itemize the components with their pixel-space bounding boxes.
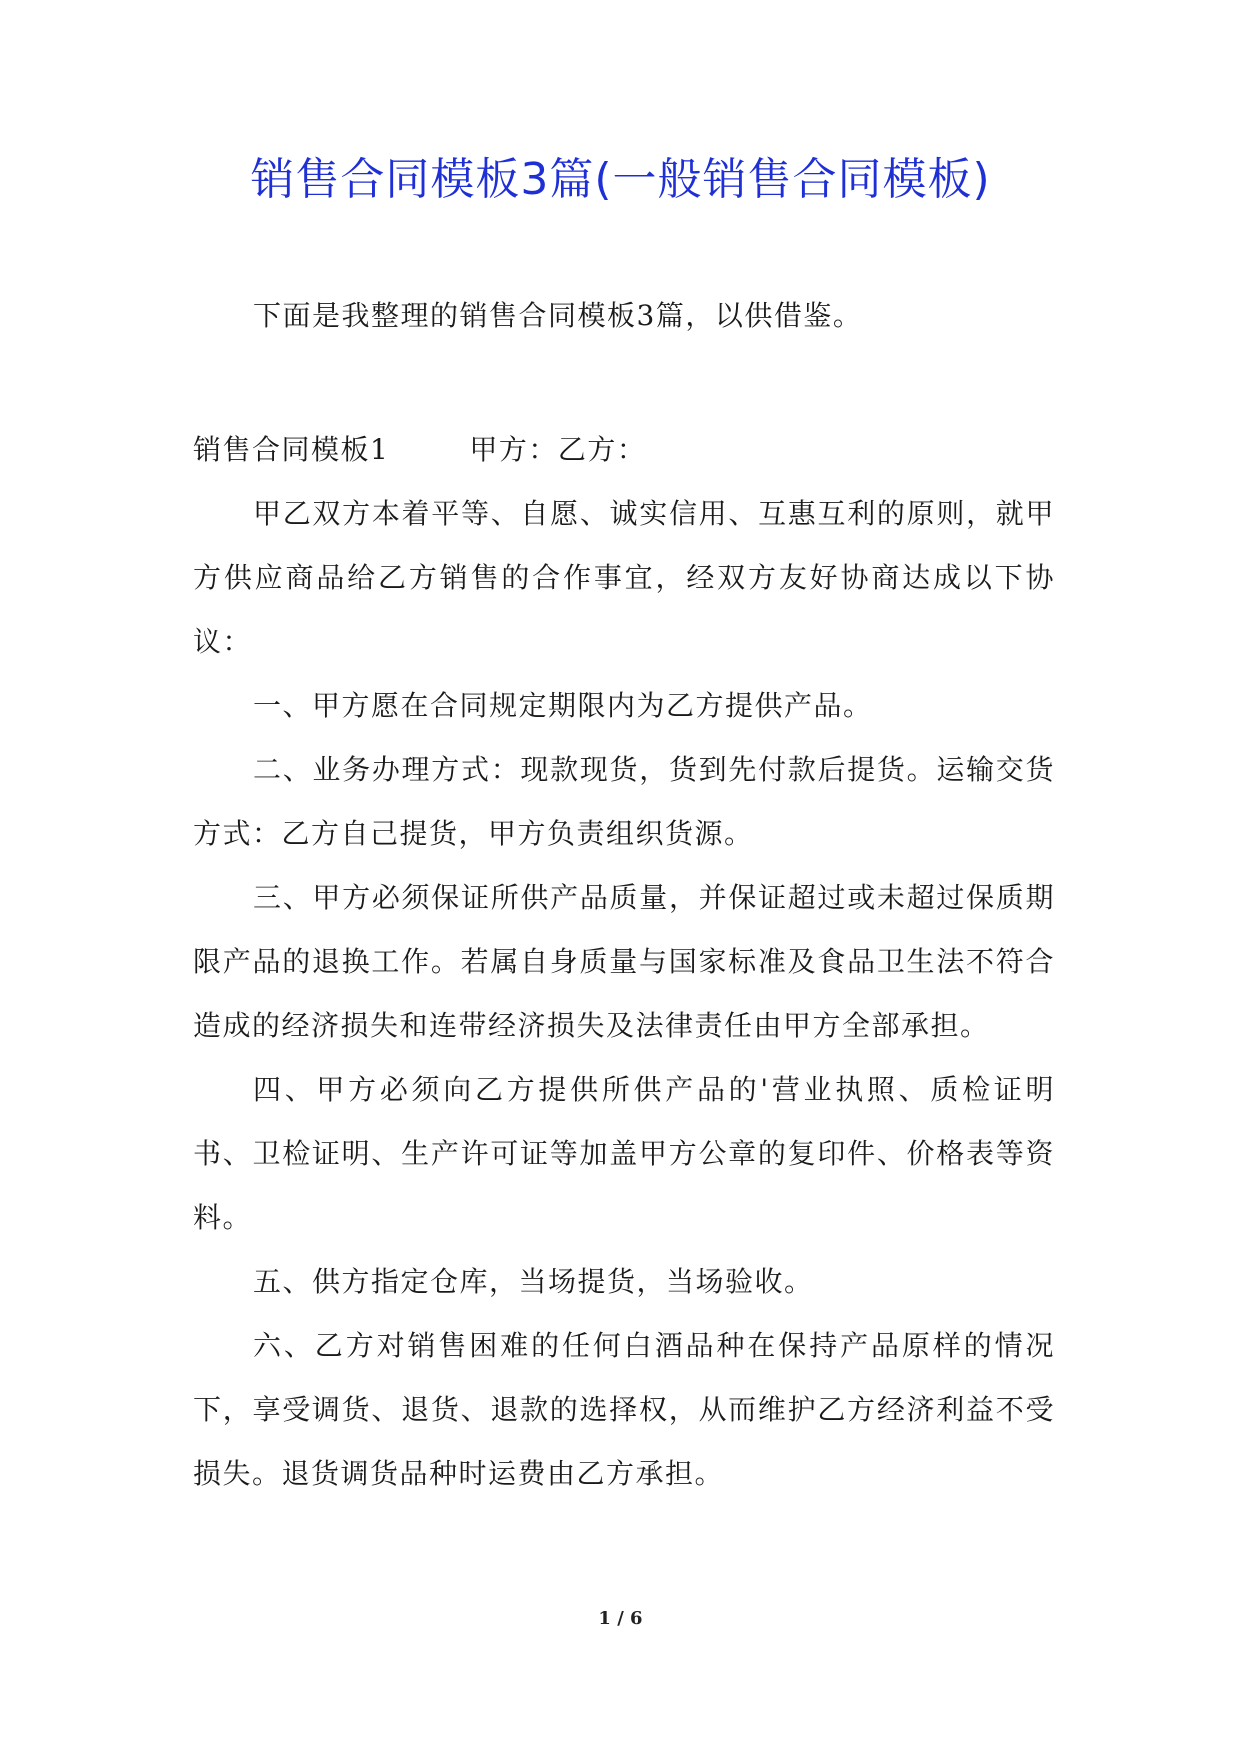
clause-5: 五、供方指定仓库，当场提货，当场验收。 — [253, 1265, 814, 1298]
page-number: 1 / 6 — [598, 1608, 643, 1629]
clause-4: 四、甲方必须向乙方提供所供产品的'营业执照、质检证明书、卫检证明、生产许可证等加盖甲方公章的复印件、价格表等资料。 — [193, 1073, 1055, 1234]
intro-paragraph: 下面是我整理的销售合同模板3篇，以供借鉴。 — [253, 299, 863, 332]
parties-label: 甲方：乙方： — [469, 433, 647, 466]
clause-6: 六、乙方对销售困难的任何白酒品种在保持产品原样的情况下，享受调货、退货、退款的选择权，从而维护乙方经济利益不受损失。退货调货品种时运费由乙方承担。 — [193, 1329, 1055, 1490]
contract-heading-line — [193, 418, 1055, 482]
contract-body — [193, 418, 1055, 1506]
clause-2: 二、业务办理方式：现款现货，货到先付款后提货。运输交货方式：乙方自己提货，甲方负责组织货源。 — [193, 753, 1055, 850]
clause-1: 一、甲方愿在合同规定期限内为乙方提供产品。 — [253, 689, 873, 722]
paragraph-preamble: 甲乙双方本着平等、自愿、诚实信用、互惠互利的原则，就甲方供应商品给乙方销售的合作事宜，经双方友好协商达成以下协议： — [193, 497, 1055, 658]
section-heading: 销售合同模板1 — [193, 433, 390, 466]
document-title: 销售合同模板3篇(一般销售合同模板) — [250, 154, 991, 205]
clause-3: 三、甲方必须保证所供产品质量，并保证超过或未超过保质期限产品的退换工作。若属自身质量与国家标准及食品卫生法不符合造成的经济损失和连带经济损失及法律责任由甲方全部承担。 — [193, 881, 1055, 1042]
